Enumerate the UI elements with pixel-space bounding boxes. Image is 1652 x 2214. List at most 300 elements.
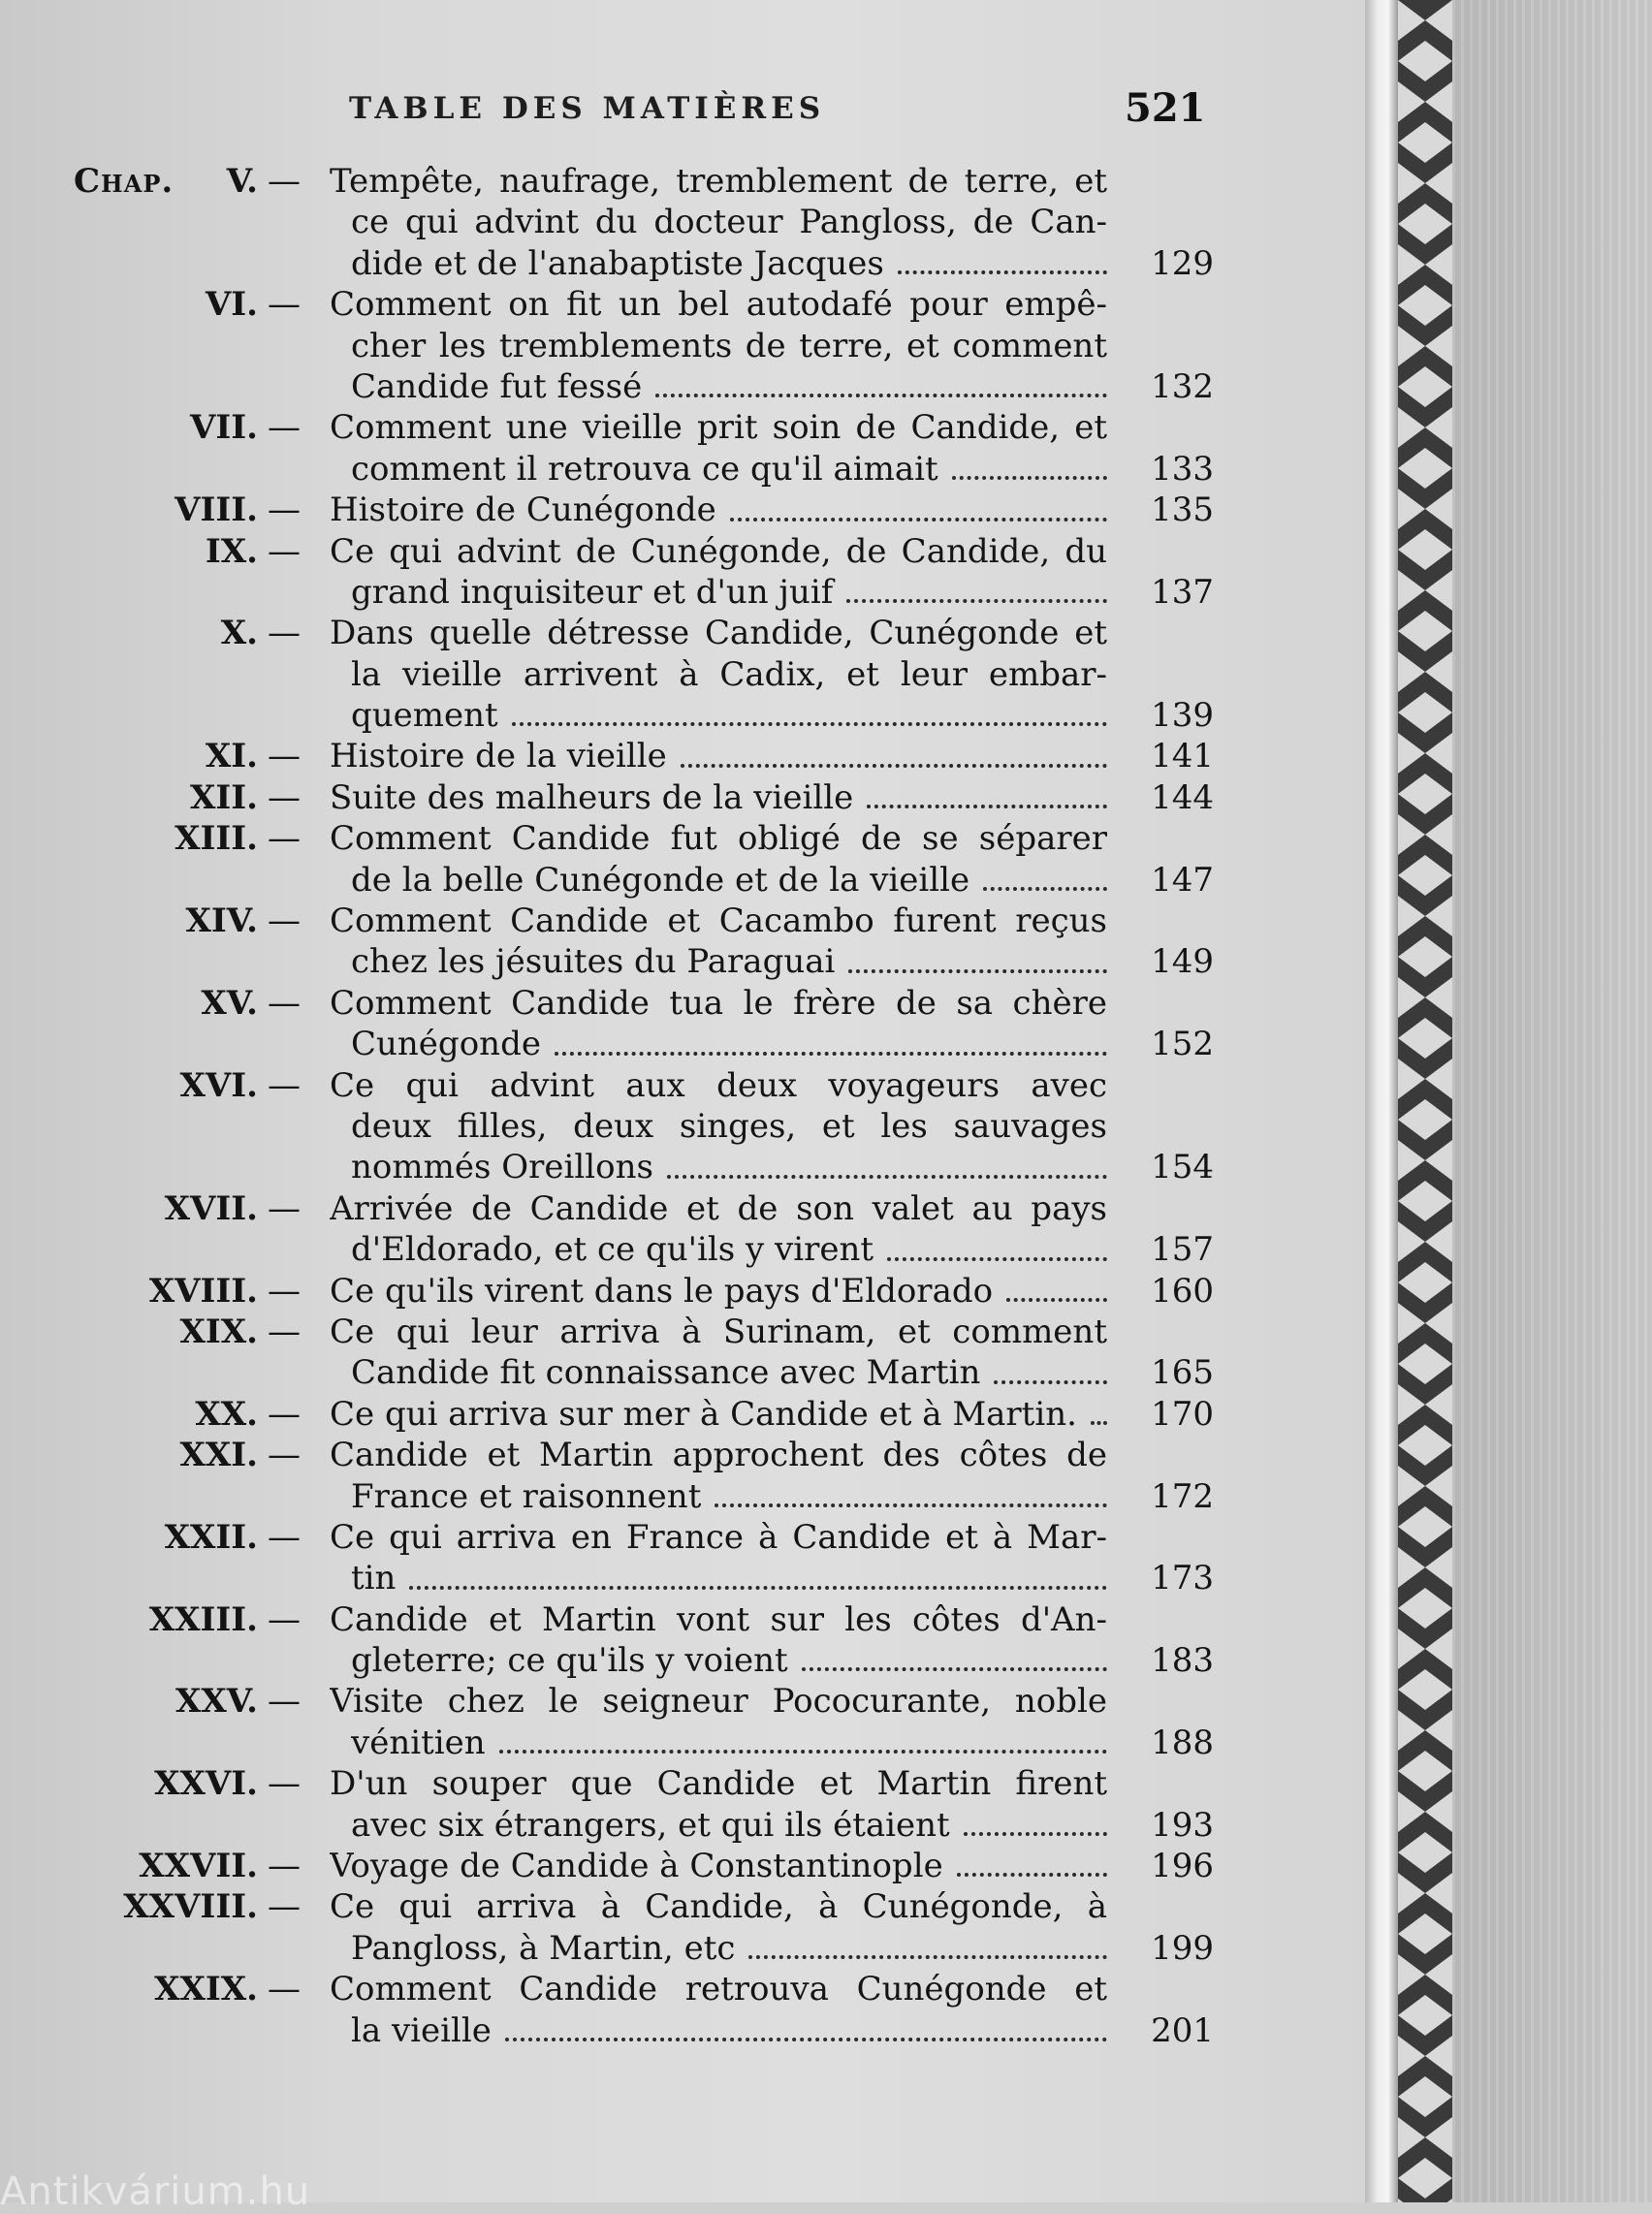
- em-dash: —: [268, 614, 301, 653]
- binding-triangle: [1425, 1384, 1452, 1425]
- binding-triangle: [1398, 366, 1425, 407]
- chapter-title-line: Comment Candide fut obligé de se séparer: [330, 819, 1107, 859]
- toc-line: [0, 860, 1365, 901]
- binding-triangle: [1398, 81, 1425, 122]
- binding-triangle: [1398, 529, 1425, 570]
- leader-dots: [1091, 1421, 1107, 1425]
- toc-entry: [0, 613, 1365, 736]
- toc-line: [0, 901, 1365, 941]
- toc-line: [0, 202, 1365, 242]
- page-number: 521: [1125, 85, 1206, 131]
- chapter-title-line: [330, 1846, 1107, 1886]
- binding-triangle: [1398, 611, 1425, 651]
- em-dash: —: [268, 285, 301, 325]
- toc-entry: [0, 284, 1365, 407]
- em-dash: —: [268, 1436, 301, 1475]
- leader-dots: [555, 1052, 1107, 1056]
- leader-dots: [846, 599, 1107, 603]
- binding-triangle: [1398, 1954, 1425, 1995]
- em-dash: —: [268, 1271, 301, 1311]
- binding-triangle: [1425, 244, 1452, 285]
- toc-entry: [0, 1599, 1365, 1682]
- binding-triangle: [1425, 204, 1452, 244]
- toc-line: [0, 1435, 1365, 1475]
- page-ref: 154: [1151, 1148, 1214, 1187]
- leader-dots: [994, 1380, 1107, 1384]
- toc-entry: [0, 1681, 1365, 1763]
- chapter-title-text: Cunégonde: [351, 1025, 541, 1064]
- binding-triangle: [1425, 1262, 1452, 1303]
- binding-triangle: [1425, 570, 1452, 611]
- toc-line: [0, 1024, 1365, 1064]
- binding-triangle: [1425, 2036, 1452, 2076]
- page-ref: 129: [1151, 243, 1214, 283]
- binding-triangle: [1398, 1873, 1425, 1914]
- toc-line: [0, 490, 1365, 530]
- chapter-title-line: Comment on fit un bel autodafé pour empê-: [330, 285, 1107, 325]
- binding-triangle: [1425, 611, 1452, 651]
- background-surface: [1452, 0, 1652, 2202]
- binding-triangle: [1425, 1914, 1452, 1954]
- binding-triangle: [1425, 2076, 1452, 2117]
- toc-entry: [0, 901, 1365, 983]
- chapter-title-line: Candide et Martin vont sur les côtes d'An-: [330, 1599, 1107, 1639]
- binding-triangle: [1398, 326, 1425, 366]
- chapter-title-line: [351, 1352, 1107, 1393]
- toc-line: [0, 654, 1365, 695]
- binding-triangle: [1398, 1099, 1425, 1140]
- triangle-pattern-graphic: [1398, 0, 1452, 2202]
- binding-triangle: [1398, 2036, 1425, 2076]
- watermark: Antikvárium.hu: [0, 2169, 311, 2214]
- chapter-title-line: Ce qui arriva à Candide, à Cunégonde, à: [330, 1887, 1107, 1927]
- page-ref: 199: [1151, 1928, 1214, 1968]
- chapter-number: XXV.: [175, 1682, 258, 1722]
- binding-triangle: [1398, 204, 1425, 244]
- chapter-title-line: Tempête, naufrage, tremblement de terre, et: [330, 162, 1107, 201]
- binding-triangle: [1425, 1873, 1452, 1914]
- binding-triangle: [1398, 1181, 1425, 1221]
- chapter-title-line: Ce qui advint de Cunégonde, de Candide, du: [330, 531, 1107, 571]
- leader-dots: [715, 1503, 1107, 1507]
- chapter-number: XXI.: [179, 1436, 258, 1475]
- binding-triangle: [1398, 1791, 1425, 1832]
- leader-dots: [681, 764, 1107, 768]
- binding-triangle: [1425, 1710, 1452, 1751]
- binding-triangle: [1425, 1181, 1452, 1221]
- binding-triangle: [1425, 896, 1452, 936]
- chapter-title-line: [330, 490, 1107, 530]
- chapter-title-line: Ce qui leur arriva à Surinam, et comment: [330, 1312, 1107, 1351]
- chapter-number: XVI.: [179, 1065, 258, 1105]
- chapter-title-text: gleterre; ce qu'ils y voient: [351, 1641, 788, 1681]
- toc-entry: [0, 1846, 1365, 1886]
- binding-triangle: [1398, 977, 1425, 1018]
- toc-entry: [0, 1763, 1365, 1846]
- toc-line: [0, 1517, 1365, 1558]
- binding-triangle: [1398, 1059, 1425, 1099]
- chapter-number: XXVI.: [154, 1764, 258, 1804]
- chapter-title-text: Voyage de Candide à Constantinople: [330, 1847, 943, 1886]
- binding-triangle: [1398, 1629, 1425, 1669]
- chapter-number: IX.: [205, 531, 258, 571]
- binding-triangle: [1425, 529, 1452, 570]
- binding-triangle: [1398, 1018, 1425, 1059]
- leader-dots: [848, 969, 1107, 973]
- page-ref: 141: [1151, 737, 1214, 776]
- toc-line: [0, 1476, 1365, 1517]
- chapter-number: XXII.: [164, 1517, 258, 1557]
- toc-line: [0, 407, 1365, 448]
- binding-triangle: [1425, 285, 1452, 326]
- chapter-title-line: Comment Candide retrouva Cunégonde et: [330, 1970, 1107, 2009]
- binding-triangle: [1398, 1995, 1425, 2036]
- toc-entry: [0, 1435, 1365, 1517]
- page-ref: 160: [1151, 1271, 1214, 1311]
- page-ref: 188: [1151, 1723, 1214, 1762]
- page-edge: [1365, 0, 1398, 2202]
- chapter-title-text: Histoire de la vieille: [330, 737, 667, 776]
- toc-line: [0, 2010, 1365, 2051]
- binding-triangle: [1425, 774, 1452, 814]
- binding-triangle: [1398, 774, 1425, 814]
- binding-triangle: [1425, 0, 1452, 41]
- em-dash: —: [268, 737, 301, 776]
- binding-triangle: [1425, 1669, 1452, 1710]
- page-ref: 137: [1151, 572, 1214, 612]
- leader-dots: [802, 1667, 1107, 1671]
- page-ref: 196: [1151, 1847, 1214, 1886]
- binding-triangle: [1398, 41, 1425, 81]
- toc-line: [0, 1147, 1365, 1187]
- chapter-number: XV.: [201, 983, 258, 1023]
- toc-entry: [0, 161, 1365, 284]
- em-dash: —: [268, 490, 301, 530]
- leader-dots: [964, 1832, 1107, 1836]
- toc-line: [0, 1640, 1365, 1681]
- leader-dots: [898, 270, 1107, 274]
- chapter-title-line: Comment Candide et Cacambo furent reçus: [330, 901, 1107, 941]
- em-dash: —: [268, 983, 301, 1023]
- chapter-title-line: Visite chez le seigneur Pococurante, noble: [330, 1682, 1107, 1722]
- chapter-title-text: nommés Oreillons: [351, 1148, 653, 1187]
- chapter-title-text: dide et de l'anabaptiste Jacques: [351, 243, 884, 283]
- toc-line: [0, 1352, 1365, 1393]
- page-ref: 172: [1151, 1476, 1214, 1516]
- toc-entry: [0, 1271, 1365, 1312]
- chapter-number: XIII.: [175, 819, 258, 859]
- chapter-title-line: [351, 366, 1107, 407]
- toc-line: [0, 1763, 1365, 1804]
- binding-triangle: [1398, 2198, 1425, 2202]
- chapter-title-text: comment il retrouva ce qu'il aimait: [351, 449, 938, 489]
- chapter-number: XXVIII.: [123, 1887, 258, 1927]
- leader-dots: [409, 1586, 1107, 1590]
- toc-line: [0, 1723, 1365, 1763]
- em-dash: —: [268, 819, 301, 859]
- page-ref: 144: [1151, 777, 1214, 817]
- page-ref: 135: [1151, 490, 1214, 530]
- toc-entry: [0, 531, 1365, 614]
- toc-line: [0, 1271, 1365, 1312]
- em-dash: —: [268, 1312, 301, 1351]
- em-dash: —: [268, 901, 301, 941]
- toc-line: [0, 572, 1365, 613]
- binding-pattern: [1398, 0, 1452, 2202]
- binding-triangle: [1398, 1506, 1425, 1547]
- binding-triangle: [1398, 1751, 1425, 1791]
- toc-line: [0, 243, 1365, 284]
- binding-triangle: [1398, 896, 1425, 936]
- toc-entry: [0, 1969, 1365, 2051]
- em-dash: —: [268, 1682, 301, 1722]
- binding-triangle: [1398, 570, 1425, 611]
- em-dash: —: [268, 1764, 301, 1804]
- leader-dots: [730, 518, 1107, 522]
- toc-entry: [0, 818, 1365, 901]
- chapter-number: XVIII.: [148, 1271, 258, 1311]
- chapter-title-text: la vieille: [351, 2010, 492, 2050]
- chapter-number: XXIII.: [148, 1599, 258, 1639]
- chapter-title-line: [351, 449, 1107, 490]
- em-dash: —: [268, 1394, 301, 1434]
- em-dash: —: [268, 1970, 301, 2009]
- chapter-title-text: d'Eldorado, et ce qu'ils y virent: [351, 1230, 874, 1270]
- binding-triangle: [1398, 2158, 1425, 2198]
- chapter-number: XII.: [189, 777, 258, 817]
- toc-entry: [0, 1517, 1365, 1599]
- binding-triangle: [1425, 122, 1452, 163]
- toc-line: [0, 818, 1365, 859]
- chapter-title-text: France et raisonnent: [351, 1476, 702, 1516]
- chapter-number: XIV.: [185, 901, 258, 941]
- toc-line: [0, 1928, 1365, 1969]
- binding-triangle: [1425, 489, 1452, 529]
- toc-entry: [0, 1188, 1365, 1271]
- binding-triangle: [1425, 1995, 1452, 2036]
- toc-entry: [0, 1065, 1365, 1188]
- leader-dots: [887, 1257, 1107, 1261]
- binding-triangle: [1425, 81, 1452, 122]
- toc-line: [0, 777, 1365, 818]
- binding-triangle: [1398, 1466, 1425, 1506]
- toc-line: [0, 1969, 1365, 2009]
- binding-triangle: [1425, 651, 1452, 692]
- table-of-contents: [0, 161, 1365, 2051]
- toc-line: [0, 1681, 1365, 1722]
- toc-line: [0, 1312, 1365, 1352]
- page-ref: 201: [1151, 2010, 1214, 2050]
- em-dash: —: [268, 777, 301, 817]
- binding-triangle: [1425, 855, 1452, 896]
- binding-triangle: [1398, 244, 1425, 285]
- chapter-title-text: Suite des malheurs de la vieille: [330, 777, 854, 817]
- chapter-title-text: chez les jésuites du Paraguai: [351, 942, 836, 982]
- leader-dots: [983, 887, 1107, 891]
- chapter-title-line: [351, 860, 1107, 901]
- binding-triangle: [1425, 1099, 1452, 1140]
- toc-entry: [0, 777, 1365, 818]
- binding-triangle: [1425, 41, 1452, 81]
- chapter-title-line: ce qui advint du docteur Pangloss, de Can-: [351, 203, 1107, 242]
- chapter-title-line: [351, 572, 1107, 613]
- chapter-title-text: grand inquisiteur et d'un juif: [351, 572, 834, 612]
- chapter-prefix: Chap.: [74, 162, 175, 201]
- chapter-title-line: deux filles, deux singes, et les sauvages: [351, 1106, 1107, 1146]
- em-dash: —: [268, 1887, 301, 1927]
- binding-triangle: [1398, 733, 1425, 774]
- binding-triangle: [1425, 326, 1452, 366]
- binding-triangle: [1425, 1629, 1452, 1669]
- binding-triangle: [1398, 1262, 1425, 1303]
- binding-triangle: [1425, 1791, 1452, 1832]
- chapter-title-line: [351, 1723, 1107, 1763]
- page-header: [58, 85, 1212, 143]
- toc-line: [0, 366, 1365, 407]
- chapter-title-line: [330, 736, 1107, 776]
- toc-line: [0, 1188, 1365, 1229]
- chapter-number: XI.: [205, 737, 258, 776]
- chapter-title-line: [351, 1229, 1107, 1270]
- binding-triangle: [1425, 407, 1452, 448]
- chapter-number: XVII.: [164, 1188, 258, 1228]
- binding-triangle: [1425, 2158, 1452, 2198]
- chapter-number: VII.: [189, 408, 258, 448]
- leader-dots: [952, 476, 1107, 480]
- toc-entry: [0, 1886, 1365, 1969]
- toc-line: [0, 1065, 1365, 1106]
- binding-triangle: [1425, 1059, 1452, 1099]
- toc-line: [0, 1846, 1365, 1886]
- chapter-title-text: tin: [351, 1559, 397, 1598]
- chapter-number: XX.: [195, 1394, 258, 1434]
- chapter-title-line: [351, 1147, 1107, 1187]
- chapter-title-line: la vieille arrivent à Cadix, et leur embar-: [351, 654, 1107, 694]
- binding-triangle: [1398, 651, 1425, 692]
- chapter-title-line: Dans quelle détresse Candide, Cunégonde et: [330, 614, 1107, 653]
- toc-line: [0, 449, 1365, 490]
- binding-triangle: [1398, 1710, 1425, 1751]
- binding-triangle: [1398, 163, 1425, 204]
- binding-triangle: [1398, 489, 1425, 529]
- chapter-title-line: [330, 1271, 1107, 1312]
- toc-entry: [0, 1394, 1365, 1435]
- binding-triangle: [1398, 0, 1425, 41]
- binding-triangle: [1398, 1588, 1425, 1629]
- running-title: TABLE DES MATIÈRES: [349, 91, 826, 126]
- chapter-title-line: [351, 1928, 1107, 1969]
- chapter-title-line: cher les tremblements de terre, et comment: [351, 326, 1107, 365]
- binding-triangle: [1398, 692, 1425, 733]
- toc-line: [0, 1599, 1365, 1640]
- toc-line: [0, 1558, 1365, 1598]
- chapter-title-line: Ce qui arriva en France à Candide et à Mar-: [330, 1517, 1107, 1557]
- binding-triangle: [1398, 936, 1425, 977]
- page-ref: 139: [1151, 696, 1214, 736]
- chapter-title-text: Ce qu'ils virent dans le pays d'Eldorado: [330, 1271, 994, 1311]
- binding-triangle: [1425, 1303, 1452, 1344]
- chapter-title-line: [351, 2010, 1107, 2051]
- chapter-title-line: [351, 941, 1107, 982]
- binding-triangle: [1425, 1832, 1452, 1873]
- binding-triangle: [1398, 407, 1425, 448]
- binding-triangle: [1398, 814, 1425, 855]
- chapter-title-text: avec six étrangers, et qui ils étaient: [351, 1805, 950, 1845]
- em-dash: —: [268, 1517, 301, 1557]
- binding-triangle: [1398, 855, 1425, 896]
- leader-dots: [667, 1175, 1107, 1179]
- em-dash: —: [268, 1065, 301, 1105]
- binding-triangle: [1425, 814, 1452, 855]
- binding-triangle: [1425, 977, 1452, 1018]
- page-ref: 173: [1151, 1559, 1214, 1598]
- page-ref: 132: [1151, 366, 1214, 406]
- chapter-title-line: [351, 243, 1107, 284]
- binding-triangle: [1398, 1425, 1425, 1466]
- chapter-title-line: Comment Candide tua le frère de sa chère: [330, 983, 1107, 1023]
- chapter-title-text: Candide fit connaissance avec Martin: [351, 1353, 981, 1393]
- chapter-title-line: [351, 1024, 1107, 1064]
- binding-triangle: [1425, 1751, 1452, 1791]
- binding-triangle: [1425, 1344, 1452, 1384]
- chapter-title-text: Ce qui arriva sur mer à Candide et à Martin.: [330, 1394, 1077, 1434]
- em-dash: —: [268, 1847, 301, 1886]
- binding-triangle: [1398, 1221, 1425, 1262]
- binding-triangle: [1398, 285, 1425, 326]
- binding-triangle: [1425, 1954, 1452, 1995]
- em-dash: —: [268, 1599, 301, 1639]
- em-dash: —: [268, 408, 301, 448]
- binding-triangle: [1425, 733, 1452, 774]
- binding-triangle: [1398, 1344, 1425, 1384]
- chapter-number: VI.: [205, 285, 258, 325]
- toc-entry: [0, 983, 1365, 1065]
- binding-triangle: [1398, 1669, 1425, 1710]
- em-dash: —: [268, 162, 301, 201]
- page-ref: 170: [1151, 1394, 1214, 1434]
- chapter-title-line: [351, 1805, 1107, 1846]
- chapter-title-line: Ce qui advint aux deux voyageurs avec: [330, 1065, 1107, 1105]
- leader-dots: [505, 2038, 1107, 2041]
- binding-triangle: [1398, 122, 1425, 163]
- toc-entry: [0, 1312, 1365, 1394]
- binding-triangle: [1425, 163, 1452, 204]
- binding-triangle: [1398, 1914, 1425, 1954]
- page-ref: 165: [1151, 1353, 1214, 1393]
- page-ref: 193: [1151, 1805, 1214, 1845]
- binding-triangle: [1398, 2117, 1425, 2158]
- binding-triangle: [1425, 1466, 1452, 1506]
- toc-entry: [0, 736, 1365, 776]
- binding-triangle: [1425, 2117, 1452, 2158]
- toc-line: [0, 326, 1365, 366]
- page-ref: 133: [1151, 449, 1214, 489]
- chapter-title-text: de la belle Cunégonde et de la vieille: [351, 860, 970, 900]
- toc-line: [0, 284, 1365, 325]
- binding-triangle: [1398, 1547, 1425, 1588]
- chapter-title-text: Histoire de Cunégonde: [330, 490, 716, 530]
- chapter-title-line: [330, 777, 1107, 818]
- chapter-number: X.: [220, 614, 258, 653]
- chapter-title-line: [351, 695, 1107, 736]
- chapter-number: VIII.: [175, 490, 258, 530]
- page-ref: 183: [1151, 1641, 1214, 1681]
- chapter-title-line: [351, 1640, 1107, 1681]
- chapter-title-text: vénitien: [351, 1723, 486, 1762]
- chapter-number: XXVII.: [139, 1847, 258, 1886]
- chapter-title-line: [330, 1394, 1107, 1435]
- toc-line: [0, 983, 1365, 1024]
